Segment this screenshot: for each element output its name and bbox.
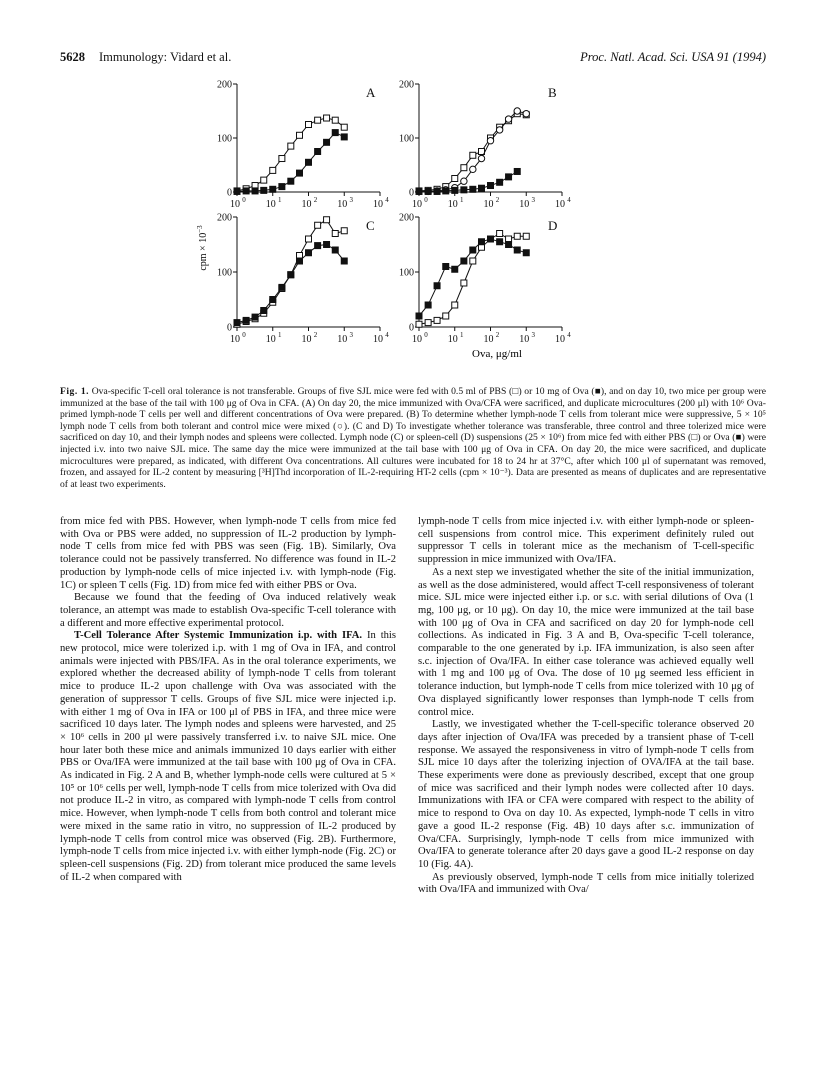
panel-a-x-tick-label: 10: [230, 199, 240, 210]
panel-d-data-point: [461, 280, 467, 286]
panel-b-data-point: [497, 179, 503, 185]
panel-c-data-point: [332, 231, 338, 237]
panel-d-data-point: [478, 239, 484, 245]
panel-d-x-tick-exponent: 3: [531, 331, 535, 339]
panel-d-data-point: [514, 247, 520, 253]
panel-c-data-point: [324, 217, 330, 223]
panel-c-data-point: [306, 236, 312, 242]
section-heading: T-Cell Tolerance After Systemic Immunization i.p. with IFA.: [74, 630, 363, 642]
panel-a-x-tick-label: 10: [373, 199, 383, 210]
panel-c-data-point: [306, 250, 312, 256]
panel-a-data-point: [332, 117, 338, 123]
panel-a-data-point: [324, 139, 330, 145]
panel-c-data-point: [341, 228, 347, 234]
panel-c-data-point: [341, 258, 347, 264]
panel-a-x-tick-exponent: 0: [242, 196, 246, 204]
panel-d-y-tick-label: 100: [399, 267, 414, 279]
panel-d-data-point: [443, 313, 449, 319]
panel-d-data-point: [470, 247, 476, 253]
panel-b-x-tick-label: 10: [555, 199, 565, 210]
panel-c-data-point: [296, 258, 302, 264]
paragraph: Lastly, we investigated whether the T-cell-specific tolerance observed 20 days after injection of Ova/IFA was preceded by a transient phase of T-cell response. We assayed the responsiveness in vitro of lymph-node T cells from SJL mice 10 days after the tolerizing injection of OVA/IFA at the tail base. These experiments were done as previously described, except that one group of mice was sacrificed and their lymph nodes were collected after 10 days. Immunizations with IFA or CFA were compared with respect to the ability of mice to respond to Ova on day 10. As expected, lymph-node T cells in vitro gave a good IL-2 response (Fig. 4B) 10 days after s.c. immunization of Ova/CFA. Surprisingly, lymph-node T cells from mice immunized with Ova/IFA to generate tolerance after 20 days gave a good IL-2 response on day 10 (Fig. 4A).: [418, 719, 754, 870]
page-number: 5628: [60, 50, 85, 64]
panel-d-x-tick-label: 10: [519, 334, 530, 345]
panel-a-x-tick-exponent: 1: [278, 196, 282, 204]
panel-a-x-tick-exponent: 3: [349, 196, 353, 204]
panel-b-data-point: [478, 155, 484, 161]
panel-d-x-tick-label: 10: [412, 334, 422, 345]
panel-a-x-tick-label: 10: [301, 199, 312, 210]
panel-a-data-point: [270, 167, 276, 173]
panel-b-data-point: [461, 178, 467, 184]
panel-b-data-point: [496, 127, 502, 133]
panel-d-data-point: [488, 236, 494, 242]
panel-c-x-tick-label: 10: [373, 334, 383, 345]
panel-a-data-point: [341, 134, 347, 140]
panel-b-data-point: [505, 116, 511, 122]
panel-c-data-point: [288, 272, 294, 278]
panel-d-data-point: [523, 233, 529, 239]
panel-a-data-point: [315, 117, 321, 123]
y-axis-label: cpm × $10^{-3}$: [196, 225, 209, 271]
panel-a-data-point: [296, 132, 302, 138]
panel-d-data-point: [434, 317, 440, 323]
panel-d-data-point: [506, 242, 512, 248]
panel-a-data-point: [261, 177, 267, 183]
panel-d-data-point: [425, 302, 431, 308]
panel-c-y-tick-label: 100: [217, 267, 232, 279]
x-axis-label: Ova, μg/ml: [472, 348, 522, 360]
panel-a-data-point: [296, 170, 302, 176]
panel-a-label: A: [366, 85, 376, 100]
panel-a-x-tick-exponent: 4: [385, 196, 389, 204]
panel-c-data-point: [324, 242, 330, 248]
panel-c-y-tick-label: 0: [227, 322, 232, 334]
paragraph: from mice fed with PBS. However, when lymph-node T cells from mice fed with Ova or PBS were added, no suppression of IL-2 production by lymph-node T cells from mice fed with PBS was seen (Fig. 1B). Similarly, Ova tolerance could not be passively transferred. No difference was found in IL-2 production by lymph-node cells of mice injected i.v. with lymph-node (Fig. 1C) or spleen T cells (Fig. 1D) from mice fed with either PBS or Ova.: [60, 516, 396, 591]
panel-b-data-point: [434, 188, 440, 194]
panel-a-x-tick-exponent: 2: [313, 196, 318, 204]
panel-b-data-point: [443, 188, 449, 194]
panel-b-x-tick-label: 10: [412, 199, 422, 210]
panel-c-y-tick-label: 200: [217, 212, 232, 224]
panel-c-x-tick-exponent: 4: [385, 331, 389, 339]
panel-b-y-tick-label: 0: [409, 187, 414, 199]
panel-d-data-point: [470, 258, 476, 264]
panel-b-x-tick-exponent: 3: [531, 196, 535, 204]
panel-b-data-point: [514, 168, 520, 174]
text-column-left: [60, 516, 396, 884]
panel-d-x-tick-label: 10: [555, 334, 565, 345]
panel-d-data-point: [514, 233, 520, 239]
panel-c-x-tick-label: 10: [337, 334, 348, 345]
panel-d-data-point: [497, 239, 503, 245]
panel-a-data-point: [306, 122, 312, 128]
panel-b-data-point: [514, 108, 520, 114]
paragraph: As previously observed, lymph-node T cells from mice initially tolerized with Ova/IFA and immunized with Ova/: [418, 871, 754, 896]
panel-a-data-point: [288, 178, 294, 184]
panel-a-y-tick-label: 200: [217, 79, 232, 91]
panel-c-x-tick-label: 10: [301, 334, 312, 345]
panel-b-x-tick-exponent: 4: [567, 196, 571, 204]
paragraph: lymph-node T cells from mice injected i.v. with either lymph-node or spleen-cell suspensions from control mice. This experiment definitely ruled out suppressor T cells in tolerant mice as the mechanism of T-cell-specific suppression in mice immunized with Ova/IFA.: [418, 516, 754, 566]
panel-b-x-tick-exponent: 2: [495, 196, 500, 204]
panel-d-y-tick-label: 0: [409, 322, 414, 334]
panel-c-label: C: [366, 218, 375, 233]
panel-b-x-tick-label: 10: [483, 199, 494, 210]
panel-d-data-point: [452, 266, 458, 272]
panel-b-data-point: [478, 185, 484, 191]
panel-c-x-tick-exponent: 1: [278, 331, 282, 339]
panel-a-y-tick-label: 0: [227, 187, 232, 199]
panel-a-data-point: [332, 130, 338, 136]
panel-d-data-point: [443, 264, 449, 270]
panel-b-label: B: [548, 85, 557, 100]
panel-b-y-tick-label: 100: [399, 133, 414, 145]
panel-a-data-point: [306, 159, 312, 165]
panel-c-data-point: [279, 284, 285, 290]
panel-c-x-tick-exponent: 0: [242, 331, 246, 339]
panel-b-y-tick-label: 200: [399, 79, 414, 91]
panel-b-data-point: [461, 165, 467, 171]
panel-a-x-tick-label: 10: [265, 199, 276, 210]
panel-c-data-point: [234, 320, 240, 326]
panel-d-x-tick-exponent: 1: [460, 331, 464, 339]
panel-a-data-point: [279, 184, 285, 190]
text-column-right: [418, 516, 754, 897]
panel-a-data-point: [234, 188, 240, 194]
panel-b-data-point: [470, 152, 476, 158]
panel-c-x-tick-label: 10: [230, 334, 240, 345]
panel-b-data-point: [452, 187, 458, 193]
panel-a-data-point: [279, 156, 285, 162]
section-paragraph: [60, 630, 396, 884]
caption-text: Ova-specific T-cell oral tolerance is not transferable. Groups of five SJL mice were fed with 0.5 ml of PBS (□) or 10 mg of Ova (■), and on day 10, two mice per group were immunized at the base of the tail with 100 μg of Ova in CFA. (A) On day 20, the mice immunized with Ova/CFA were sacrificed, and duplicate microcultures (200 μl) with 10⁶ Ova-primed lymph-node T cells per well and different concentrations of Ova were prepared. (B) To determine whether lymph-node T cells from tolerant mice were suppressive, 5 × 10⁵ lymph node T cells from both tolerant and control mice were mixed (○). (C and D) To investigate whether tolerance was transferable, three control and three tolerized mice were sacrificed on day 10, and their lymph nodes and spleens were collected. Lymph node (C) or spleen-cell (D) suspensions (25 × 10⁶) from mice fed with either PBS (□) or Ova (■) were injected i.v. into two naive SJL mice. The same day the mice were immunized at the tail base with 100 μg of Ova in CFA. On day 20, the mice were sacrificed, and duplicate microcultures were prepared, as indicated, with different Ova concentrations. All cultures were incubated for 18 to 24 hr at 37°C, after which 100 μl of supernatant was removed, frozen, and assayed for IL-2 content by measuring [³H]Thd incorporation of IL-2-requiring HT-2 cells (cpm × 10⁻³). Data are presented as means of duplicates and are representative of at least two experiments.: [60, 386, 766, 490]
panel-c-series-ova-line: [237, 245, 344, 323]
panel-d-data-point: [497, 231, 503, 237]
panel-b-x-tick-exponent: 1: [460, 196, 464, 204]
panel-b-data-point: [452, 176, 458, 182]
figure-caption: [60, 386, 766, 490]
panel-c-data-point: [270, 297, 276, 303]
panel-d-data-point: [523, 250, 529, 256]
panel-a-data-point: [315, 149, 321, 155]
journal-citation: Proc. Natl. Acad. Sci. USA 91 (1994): [580, 50, 766, 64]
panel-c-data-point: [243, 317, 249, 323]
panel-b-x-tick-exponent: 0: [424, 196, 428, 204]
panel-d-x-tick-exponent: 0: [424, 331, 428, 339]
panel-b-data-point: [523, 111, 529, 117]
caption-label: Fig. 1.: [60, 386, 90, 397]
panel-b-data-point: [487, 138, 493, 144]
panel-c-data-point: [315, 222, 321, 228]
panel-a-data-point: [252, 188, 258, 194]
panel-b-data-point: [506, 174, 512, 180]
panel-d-x-tick-label: 10: [483, 334, 494, 345]
panel-b-data-point: [470, 166, 476, 172]
panel-b-data-point: [461, 187, 467, 193]
panel-d-x-tick-exponent: 4: [567, 331, 571, 339]
section-title: Immunology: Vidard et al.: [99, 50, 232, 64]
panel-a-data-point: [288, 143, 294, 149]
panel-d-data-point: [425, 320, 431, 326]
panel-a-x-tick-label: 10: [337, 199, 348, 210]
panel-c-data-point: [252, 314, 258, 320]
panel-d-data-point: [416, 321, 422, 327]
panel-b-data-point: [488, 183, 494, 189]
figure-1: [0, 0, 816, 380]
panel-d-x-tick-label: 10: [447, 334, 458, 345]
panel-d-x-tick-exponent: 2: [495, 331, 500, 339]
panel-d-label: D: [548, 218, 558, 233]
panel-c-data-point: [315, 243, 321, 249]
panel-c-x-tick-exponent: 3: [349, 331, 353, 339]
panel-a-data-point: [341, 124, 347, 130]
section-text: In this new protocol, mice were tolerized i.p. with 1 mg of Ova in IFA, and control animals were injected with PBS/IFA. As in the oral tolerance experiments, we explored whether the decreased ability of lymph-node T cells from tolerant mice to produce IL-2 upon challenge with Ova was associated with the generation of suppressor T cells. Groups of five SJL mice were injected i.p. with either 1 mg of Ova in IFA or 100 μl of PBS in IFA, and three mice were sacrificed 10 days later. The lymph nodes and spleens were harvested, and 25 × 10⁶ cells in 200 μl were passively transferred i.v. to naive SJL mice. One hour later both these mice and animals immunized 10 days earlier with either PBS or Ova/IFA were immunized at the tail base with 100 μg of Ova in CFA. As indicated in Fig. 2 A and B, whether lymph-node cells were cultured at 5 × 10⁵ or 10⁶ cells per well, lymph-node T cells from mice tolerized with Ova did not produce IL-2 in vitro, as compared with lymph-node T cells from control mice. However, when lymph-node T cells from both control and tolerant mice were mixed in the same ratio in vitro, no suppression of IL-2 produced by lymph-node T cells from control mice was observed (Fig. 2B). Furthermore, lymph-node T cells from mice injected i.v. with either lymph-node (Fig. 2C) or spleen-cell suspensions (Fig. 2D) from tolerant mice produced the same levels of IL-2 when compared with: [60, 630, 396, 883]
panel-b-data-point: [416, 188, 422, 194]
panel-c-x-tick-exponent: 2: [313, 331, 318, 339]
panel-a-data-point: [270, 186, 276, 192]
panel-c-data-point: [332, 247, 338, 253]
panel-a-data-point: [261, 187, 267, 193]
panel-a-data-point: [324, 115, 330, 121]
panel-b-x-tick-label: 10: [447, 199, 458, 210]
panel-b-data-point: [470, 186, 476, 192]
panel-d-data-point: [434, 283, 440, 289]
panel-c-data-point: [261, 308, 267, 314]
paragraph: As a next step we investigated whether the site of the initial immunization, as well as the dose administered, would affect T-cell responsiveness of tolerant mice. SJL mice were injected either i.p. or s.c. with serial dilutions of Ova (1 mg, 100 μg, or 10 μg). On day 10, the mice were immunized at the tail base with 100 μg of Ova in CFA and sacrificed on day 20 for lymph-node cell collections. As indicated in Fig. 3 A and B, Ova-specific T-cell tolerance, comparable to the one generated by i.p. IFA immunization, is also seen after s.c. injection of Ova/IFA. In either case tolerance was achieved equally well with 1 mg and 100 μg of Ova. The dose of 10 μg seemed less efficient in tolerance induction, but lymph-node T cells from mice tolerized with 10 μg of Ova displayed significantly lower responses than lymph-node T cells from control mice.: [418, 566, 754, 718]
panel-d-y-tick-label: 200: [399, 212, 414, 224]
panel-d-data-point: [461, 258, 467, 264]
paragraph: Because we found that the feeding of Ova induced relatively weak tolerance, an attempt was made to establish Ova-specific T-cell tolerance with a different and more effective experimental protocol.: [60, 592, 396, 629]
panel-a-y-tick-label: 100: [217, 133, 232, 145]
panel-a-data-point: [243, 188, 249, 194]
panel-d-data-point: [452, 302, 458, 308]
panel-b-x-tick-label: 10: [519, 199, 530, 210]
panel-b-data-point: [425, 188, 431, 194]
panel-c-x-tick-label: 10: [265, 334, 276, 345]
panel-d-data-point: [416, 313, 422, 319]
